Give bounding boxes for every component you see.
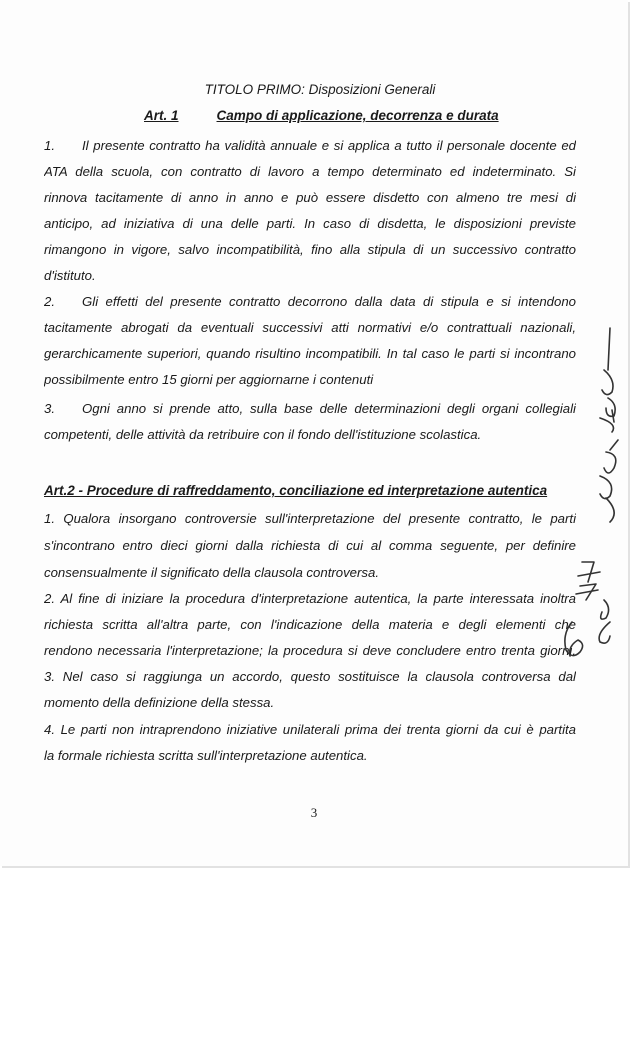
art1-heading: [144, 108, 499, 123]
paragraph-number: 3.: [44, 401, 55, 416]
art2-line: la formale richiesta scritta sull'interpretazione autentica.: [44, 748, 368, 763]
art1-line: 3. Ogni anno si prende atto, sulla base delle determinazioni degli organi collegiali: [44, 401, 576, 416]
art1-line: anticipo, ad iniziativa di una delle parti. In caso di disdetta, le disposizioni previste: [44, 216, 576, 231]
art2-heading: Art.2 - Procedure di raffreddamento, conciliazione ed interpretazione autentica: [44, 483, 548, 498]
art1-number: Art. 1: [144, 108, 179, 123]
art2-line: momento della definizione della stessa.: [44, 695, 275, 710]
art2-line: rendono necessaria l'interpretazione; la procedura si deve concludere entro trenta giorni.: [44, 643, 576, 658]
signature-mark: [599, 600, 610, 643]
art1-title: Campo di applicazione, decorrenza e durata: [216, 108, 499, 123]
art1-line: rimangono in vigore, salvo incompatibilità, fino alla stipula di un successivo contratto: [44, 242, 576, 257]
handwritten-signatures: [560, 300, 640, 700]
art1-line: d'istituto.: [44, 268, 96, 283]
signature-mark: [565, 622, 583, 656]
art1-line: 1. Il presente contratto ha validità annuale e si applica a tutto il personale docente ed: [44, 138, 576, 153]
signature-mark: [576, 562, 600, 600]
art2-line: s'incontrano entro dieci giorni dalla richiesta di cui al comma seguente, per definire: [44, 538, 576, 553]
art1-line: rinnova tacitamente di anno in anno e può essere disdetto con almeno tre mesi di: [44, 190, 576, 205]
art2-line: richiesta scritta all'altra parte, con l'indicazione della materia e degli elementi che: [44, 617, 576, 632]
signature-mark: [600, 328, 615, 432]
art2-line: 2. Al fine di iniziare la procedura d'interpretazione autentica, la parte interessata inoltra: [44, 591, 576, 606]
art2-line: consensualmente il significato della clausola controversa.: [44, 565, 379, 580]
art1-line: gerarchicamente superiori, quando risultino incompatibili. In tal caso le parti si incontrano: [44, 346, 576, 361]
page-title: TITOLO PRIMO: Disposizioni Generali: [204, 82, 436, 97]
art2-line: 4. Le parti non intraprendono iniziative unilaterali prima dei trenta giorni da cui è partita: [44, 722, 576, 737]
paragraph-number: 1.: [44, 138, 55, 153]
page-number: 3: [310, 805, 318, 820]
art1-line: possibilmente entro 15 giorni per aggiornarne i contenuti: [44, 372, 374, 387]
art2-line: 1. Qualora insorgano controversie sull'interpretazione del presente contratto, le parti: [44, 511, 576, 526]
paragraph-number: 2.: [44, 294, 55, 309]
art2-line: 3. Nel caso si raggiunga un accordo, questo sostituisce la clausola controversa dal: [44, 669, 576, 684]
art1-line: 2. Gli effetti del presente contratto decorrono dalla data di stipula e si intendono: [44, 294, 576, 309]
art1-line: tacitamente abrogati da eventuali successivi atti normativi e/o contrattuali nazionali,: [44, 320, 576, 335]
art1-line: ATA della scuola, con contratto di lavoro a tempo determinato ed indeterminato. Si: [44, 164, 576, 179]
signature-mark: [600, 440, 618, 522]
art1-line: competenti, delle attività da retribuire con il fondo dell'istituzione scolastica.: [44, 427, 482, 442]
